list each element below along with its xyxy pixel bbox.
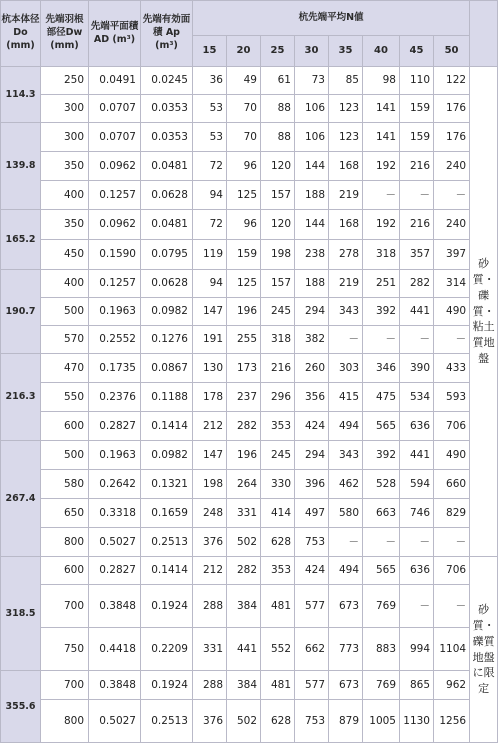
n-value-cell: 376 [193, 528, 227, 557]
n-value-cell: 96 [227, 152, 261, 181]
table-row [1, 628, 498, 671]
n-value-cell: 94 [193, 270, 227, 298]
n-value-cell: 61 [261, 67, 295, 95]
n-value-cell: 392 [363, 441, 400, 470]
ad-cell: 0.1257 [89, 181, 141, 210]
wing-diameter-cell: 570 [41, 326, 89, 354]
n-value-cell: － [434, 326, 470, 354]
n-value-cell: 534 [400, 383, 434, 412]
wing-diameter-cell: 700 [41, 585, 89, 628]
ap-cell: 0.1659 [141, 499, 193, 528]
ground-note-general: 砂質・礫質・粘土質地盤 [470, 67, 498, 557]
n-value-cell: 481 [261, 671, 295, 700]
n-value-cell: 248 [193, 499, 227, 528]
n-value-cell: 577 [295, 585, 329, 628]
n-value-cell: 216 [400, 210, 434, 240]
n-value-cell: 753 [295, 700, 329, 743]
n-value-cell: 70 [227, 95, 261, 123]
n-value-cell: 294 [295, 441, 329, 470]
n-value-cell: 282 [400, 270, 434, 298]
n-value-cell: 481 [261, 585, 295, 628]
n-value-cell: 282 [227, 412, 261, 441]
n-value-cell: 318 [261, 326, 295, 354]
table-row [1, 326, 498, 354]
n-value-cell: 502 [227, 700, 261, 743]
n-value-cell: 173 [227, 354, 261, 383]
ap-cell: 0.1188 [141, 383, 193, 412]
n-value-cell: 260 [295, 354, 329, 383]
n-value-cell: 36 [193, 67, 227, 95]
n-value-cell: 628 [261, 528, 295, 557]
n-value-cell: － [434, 528, 470, 557]
ad-cell: 0.5027 [89, 528, 141, 557]
n-value-cell: 397 [434, 240, 470, 270]
n-value-cell: 216 [261, 354, 295, 383]
n-value-cell: 130 [193, 354, 227, 383]
n-value-cell: 706 [434, 412, 470, 441]
ad-cell: 0.3848 [89, 585, 141, 628]
n-value-cell: 396 [295, 470, 329, 499]
n-value-cell: 264 [227, 470, 261, 499]
table-body [1, 67, 498, 743]
header-diameter: 杭本体径 Do (mm) [1, 1, 41, 67]
header-wing-diameter: 先端羽根部径Dw (mm) [41, 1, 89, 67]
n-value-cell: 278 [329, 240, 363, 270]
wing-diameter-cell: 500 [41, 298, 89, 326]
n-value-cell: 636 [400, 412, 434, 441]
wing-diameter-cell: 500 [41, 441, 89, 470]
n-value-cell: － [434, 181, 470, 210]
ad-cell: 0.2552 [89, 326, 141, 354]
n-value-cell: 580 [329, 499, 363, 528]
n-value-cell: 72 [193, 152, 227, 181]
n-value-cell: 346 [363, 354, 400, 383]
n-value-cell: 240 [434, 152, 470, 181]
wing-diameter-cell: 400 [41, 181, 89, 210]
n-value-cell: 330 [261, 470, 295, 499]
n-value-cell: 433 [434, 354, 470, 383]
n-value-cell: 85 [329, 67, 363, 95]
table-row [1, 210, 498, 240]
ad-cell: 0.5027 [89, 700, 141, 743]
n-value-cell: 192 [363, 152, 400, 181]
wing-diameter-cell: 350 [41, 152, 89, 181]
n-value-cell: 441 [400, 298, 434, 326]
n-value-cell: 343 [329, 298, 363, 326]
diameter-cell: 165.2 [1, 210, 41, 270]
ad-cell: 0.1963 [89, 441, 141, 470]
n-value-cell: 883 [363, 628, 400, 671]
wing-diameter-cell: 550 [41, 383, 89, 412]
table-row [1, 181, 498, 210]
table-row [1, 671, 498, 700]
ap-cell: 0.0867 [141, 354, 193, 383]
wing-diameter-cell: 400 [41, 270, 89, 298]
n-value-cell: 157 [261, 181, 295, 210]
wing-diameter-cell: 470 [41, 354, 89, 383]
wing-diameter-cell: 650 [41, 499, 89, 528]
header-n-value: 30 [295, 36, 329, 67]
diameter-cell: 139.8 [1, 123, 41, 210]
n-value-cell: 357 [400, 240, 434, 270]
ground-note-limited: 砂質・礫質地盤に限定 [470, 557, 498, 743]
n-value-cell: 255 [227, 326, 261, 354]
n-value-cell: 240 [434, 210, 470, 240]
n-value-cell: 1256 [434, 700, 470, 743]
ap-cell: 0.0628 [141, 270, 193, 298]
n-value-cell: 577 [295, 671, 329, 700]
table-row [1, 383, 498, 412]
n-value-cell: － [434, 585, 470, 628]
n-value-cell: 123 [329, 95, 363, 123]
n-value-cell: 125 [227, 181, 261, 210]
n-value-cell: 110 [400, 67, 434, 95]
n-value-cell: 769 [363, 671, 400, 700]
wing-diameter-cell: 580 [41, 470, 89, 499]
n-value-cell: 282 [227, 557, 261, 585]
n-value-cell: 196 [227, 441, 261, 470]
n-value-cell: 494 [329, 557, 363, 585]
header-n-value: 35 [329, 36, 363, 67]
header-note-corner [470, 1, 498, 67]
n-value-cell: 141 [363, 95, 400, 123]
header-n-value: 45 [400, 36, 434, 67]
n-value-cell: 198 [261, 240, 295, 270]
wing-diameter-cell: 800 [41, 528, 89, 557]
ap-cell: 0.0353 [141, 95, 193, 123]
n-value-cell: 157 [261, 270, 295, 298]
n-value-cell: 384 [227, 671, 261, 700]
n-value-cell: 673 [329, 585, 363, 628]
n-value-cell: 159 [400, 123, 434, 152]
diameter-cell: 267.4 [1, 441, 41, 557]
ad-cell: 0.2827 [89, 412, 141, 441]
table-row [1, 412, 498, 441]
n-value-cell: － [363, 528, 400, 557]
n-value-cell: 120 [261, 210, 295, 240]
n-value-cell: 88 [261, 123, 295, 152]
n-value-cell: 424 [295, 412, 329, 441]
n-value-cell: 188 [295, 181, 329, 210]
n-value-cell: 376 [193, 700, 227, 743]
n-value-cell: 192 [363, 210, 400, 240]
n-value-cell: 96 [227, 210, 261, 240]
n-value-cell: 72 [193, 210, 227, 240]
n-value-cell: 122 [434, 67, 470, 95]
header-n-value: 50 [434, 36, 470, 67]
header-ad: 先端平面積 AD (m³) [89, 1, 141, 67]
n-value-cell: 188 [295, 270, 329, 298]
n-value-cell: 106 [295, 123, 329, 152]
n-value-cell: 1005 [363, 700, 400, 743]
n-value-cell: 962 [434, 671, 470, 700]
ad-cell: 0.0707 [89, 95, 141, 123]
n-value-cell: 318 [363, 240, 400, 270]
n-value-cell: 49 [227, 67, 261, 95]
n-value-cell: 502 [227, 528, 261, 557]
ap-cell: 0.1321 [141, 470, 193, 499]
n-value-cell: 53 [193, 123, 227, 152]
n-value-cell: 414 [261, 499, 295, 528]
n-value-cell: 73 [295, 67, 329, 95]
ad-cell: 0.2827 [89, 557, 141, 585]
ap-cell: 0.0982 [141, 441, 193, 470]
wing-diameter-cell: 350 [41, 210, 89, 240]
table-row [1, 557, 498, 585]
n-value-cell: 141 [363, 123, 400, 152]
n-value-cell: 879 [329, 700, 363, 743]
n-value-cell: 441 [400, 441, 434, 470]
n-value-cell: 706 [434, 557, 470, 585]
ap-cell: 0.1924 [141, 671, 193, 700]
n-value-cell: 994 [400, 628, 434, 671]
ad-cell: 0.1735 [89, 354, 141, 383]
n-value-cell: 245 [261, 441, 295, 470]
wing-diameter-cell: 700 [41, 671, 89, 700]
n-value-cell: 353 [261, 557, 295, 585]
n-value-cell: 94 [193, 181, 227, 210]
n-value-cell: 303 [329, 354, 363, 383]
ap-cell: 0.1414 [141, 412, 193, 441]
n-value-cell: 176 [434, 123, 470, 152]
n-value-cell: 176 [434, 95, 470, 123]
n-value-cell: 119 [193, 240, 227, 270]
table-row [1, 585, 498, 628]
table-row [1, 354, 498, 383]
diameter-cell: 318.5 [1, 557, 41, 671]
header-n-value: 40 [363, 36, 400, 67]
table-row [1, 152, 498, 181]
wing-diameter-cell: 800 [41, 700, 89, 743]
n-value-cell: 144 [295, 152, 329, 181]
n-value-cell: 168 [329, 210, 363, 240]
n-value-cell: 178 [193, 383, 227, 412]
wing-diameter-cell: 250 [41, 67, 89, 95]
ap-cell: 0.0628 [141, 181, 193, 210]
n-value-cell: 212 [193, 557, 227, 585]
wing-diameter-cell: 300 [41, 95, 89, 123]
table-row [1, 499, 498, 528]
n-value-cell: 552 [261, 628, 295, 671]
n-value-cell: 88 [261, 95, 295, 123]
wing-diameter-cell: 450 [41, 240, 89, 270]
n-value-cell: 1130 [400, 700, 434, 743]
ap-cell: 0.1924 [141, 585, 193, 628]
n-value-cell: 356 [295, 383, 329, 412]
ad-cell: 0.2642 [89, 470, 141, 499]
n-value-cell: 773 [329, 628, 363, 671]
n-value-cell: 441 [227, 628, 261, 671]
n-value-cell: 245 [261, 298, 295, 326]
n-value-cell: 331 [227, 499, 261, 528]
table-row [1, 67, 498, 95]
table-row [1, 528, 498, 557]
n-value-cell: 238 [295, 240, 329, 270]
diameter-cell: 190.7 [1, 270, 41, 354]
n-value-cell: － [329, 326, 363, 354]
n-value-cell: 628 [261, 700, 295, 743]
n-value-cell: 53 [193, 95, 227, 123]
n-value-cell: 125 [227, 270, 261, 298]
n-value-cell: 593 [434, 383, 470, 412]
ad-cell: 0.3848 [89, 671, 141, 700]
table-row [1, 470, 498, 499]
diameter-cell: 114.3 [1, 67, 41, 123]
n-value-cell: 490 [434, 441, 470, 470]
ap-cell: 0.0982 [141, 298, 193, 326]
n-value-cell: 382 [295, 326, 329, 354]
table-row [1, 95, 498, 123]
n-value-cell: 392 [363, 298, 400, 326]
ad-cell: 0.4418 [89, 628, 141, 671]
n-value-cell: 662 [295, 628, 329, 671]
n-value-cell: 147 [193, 441, 227, 470]
header-n-group: 杭先端平均N値 [193, 1, 470, 36]
ap-cell: 0.2209 [141, 628, 193, 671]
n-value-cell: 528 [363, 470, 400, 499]
ap-cell: 0.0245 [141, 67, 193, 95]
n-value-cell: 191 [193, 326, 227, 354]
n-value-cell: 168 [329, 152, 363, 181]
n-value-cell: 294 [295, 298, 329, 326]
n-value-cell: － [400, 528, 434, 557]
ad-cell: 0.1963 [89, 298, 141, 326]
header-row-1 [1, 1, 498, 36]
n-value-cell: 288 [193, 671, 227, 700]
n-value-cell: 159 [400, 95, 434, 123]
n-value-cell: 251 [363, 270, 400, 298]
n-value-cell: 663 [363, 499, 400, 528]
n-value-cell: 415 [329, 383, 363, 412]
wing-diameter-cell: 600 [41, 557, 89, 585]
n-value-cell: 70 [227, 123, 261, 152]
ap-cell: 0.0481 [141, 152, 193, 181]
n-value-cell: 198 [193, 470, 227, 499]
n-value-cell: 594 [400, 470, 434, 499]
n-value-cell: 829 [434, 499, 470, 528]
n-value-cell: 1104 [434, 628, 470, 671]
n-value-cell: 660 [434, 470, 470, 499]
n-value-cell: － [400, 181, 434, 210]
n-value-cell: 673 [329, 671, 363, 700]
n-value-cell: 353 [261, 412, 295, 441]
n-value-cell: 865 [400, 671, 434, 700]
n-value-cell: 98 [363, 67, 400, 95]
n-value-cell: － [400, 326, 434, 354]
n-value-cell: 219 [329, 270, 363, 298]
table-row [1, 441, 498, 470]
n-value-cell: 123 [329, 123, 363, 152]
table-row [1, 700, 498, 743]
table-row [1, 123, 498, 152]
wing-diameter-cell: 600 [41, 412, 89, 441]
ad-cell: 0.0707 [89, 123, 141, 152]
n-value-cell: － [363, 181, 400, 210]
n-value-cell: 159 [227, 240, 261, 270]
n-value-cell: 565 [363, 412, 400, 441]
wing-diameter-cell: 300 [41, 123, 89, 152]
n-value-cell: 237 [227, 383, 261, 412]
ad-cell: 0.0491 [89, 67, 141, 95]
n-value-cell: 475 [363, 383, 400, 412]
n-value-cell: 147 [193, 298, 227, 326]
ap-cell: 0.2513 [141, 528, 193, 557]
n-value-cell: － [329, 528, 363, 557]
diameter-cell: 216.3 [1, 354, 41, 441]
n-value-cell: 120 [261, 152, 295, 181]
ad-cell: 0.1590 [89, 240, 141, 270]
ap-cell: 0.1414 [141, 557, 193, 585]
ad-cell: 0.0962 [89, 152, 141, 181]
n-value-cell: 497 [295, 499, 329, 528]
n-value-cell: 216 [400, 152, 434, 181]
n-value-cell: 390 [400, 354, 434, 383]
n-value-cell: 288 [193, 585, 227, 628]
table-row [1, 270, 498, 298]
table-row [1, 298, 498, 326]
header-n-value: 20 [227, 36, 261, 67]
n-value-cell: 494 [329, 412, 363, 441]
n-value-cell: 753 [295, 528, 329, 557]
header-ap: 先端有効面積 Ap (m³) [141, 1, 193, 67]
n-value-cell: 769 [363, 585, 400, 628]
n-value-cell: 636 [400, 557, 434, 585]
n-value-cell: － [363, 326, 400, 354]
ad-cell: 0.1257 [89, 270, 141, 298]
header-n-value: 15 [193, 36, 227, 67]
n-value-cell: 384 [227, 585, 261, 628]
n-value-cell: 212 [193, 412, 227, 441]
ad-cell: 0.3318 [89, 499, 141, 528]
n-value-cell: 219 [329, 181, 363, 210]
n-value-cell: 314 [434, 270, 470, 298]
n-value-cell: 296 [261, 383, 295, 412]
ap-cell: 0.2513 [141, 700, 193, 743]
ap-cell: 0.0481 [141, 210, 193, 240]
diameter-cell: 355.6 [1, 671, 41, 743]
n-value-cell: 196 [227, 298, 261, 326]
n-value-cell: － [400, 585, 434, 628]
wing-diameter-cell: 750 [41, 628, 89, 671]
n-value-cell: 490 [434, 298, 470, 326]
table-row [1, 240, 498, 270]
ap-cell: 0.0795 [141, 240, 193, 270]
n-value-cell: 462 [329, 470, 363, 499]
ad-cell: 0.2376 [89, 383, 141, 412]
n-value-cell: 106 [295, 95, 329, 123]
n-value-cell: 424 [295, 557, 329, 585]
n-value-cell: 746 [400, 499, 434, 528]
n-value-cell: 144 [295, 210, 329, 240]
ad-cell: 0.0962 [89, 210, 141, 240]
n-value-cell: 565 [363, 557, 400, 585]
ap-cell: 0.0353 [141, 123, 193, 152]
n-value-cell: 343 [329, 441, 363, 470]
header-n-value: 25 [261, 36, 295, 67]
n-value-cell: 331 [193, 628, 227, 671]
ap-cell: 0.1276 [141, 326, 193, 354]
